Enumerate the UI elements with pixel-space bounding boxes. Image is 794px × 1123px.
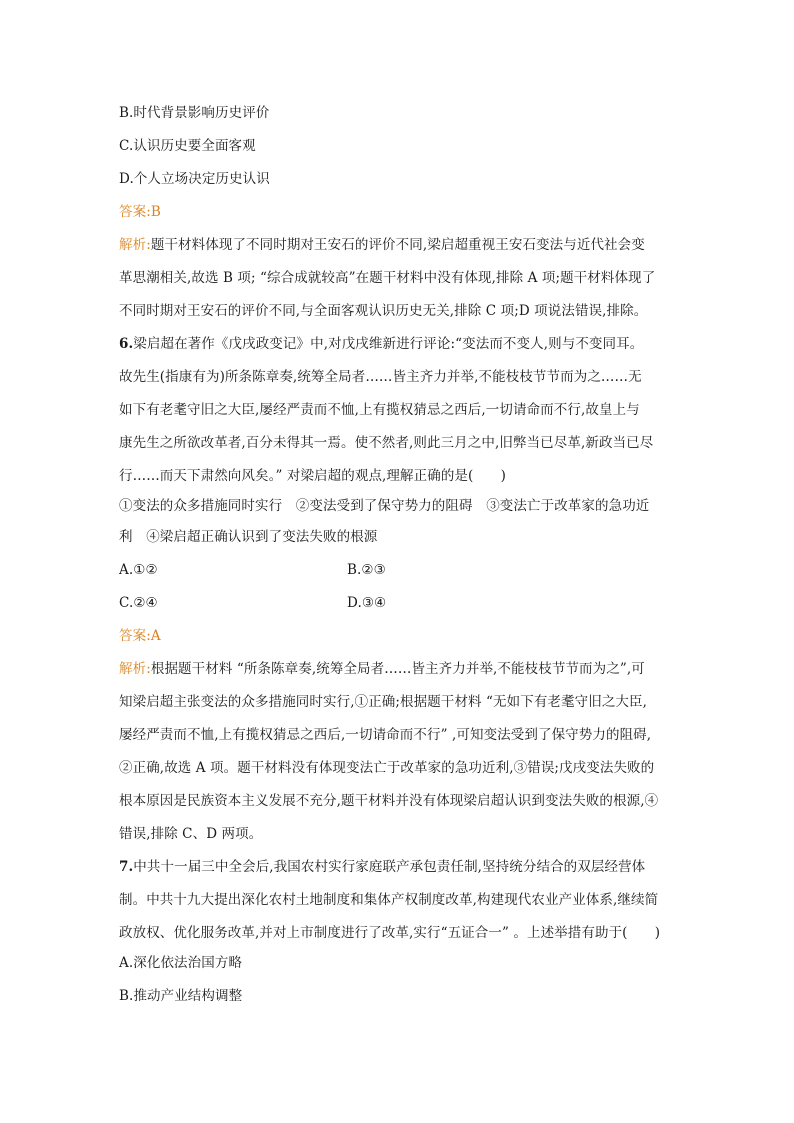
q7-number: 7. xyxy=(119,859,134,875)
q5-analysis-text-1: 题干材料体现了不同时期对王安石的评价不同,梁启超重视王安石变法与近代社会变 xyxy=(150,237,645,253)
q6-option-b: B.②③ xyxy=(347,562,386,578)
q6-answer xyxy=(119,626,161,646)
q7-stem-line-1 xyxy=(119,857,645,877)
q5-answer xyxy=(119,202,161,222)
q6-answer-value: A xyxy=(150,628,161,644)
q6-analysis-line-1 xyxy=(119,659,645,679)
q6-analysis-line-5: 根本原因是民族资本主义发展不充分,题干材料并没有体现梁启超认识到变法失败的根源,④ xyxy=(119,793,659,809)
q7-stem-text-1: 中共十一届三中全会后,我国农村实行家庭联产承包责任制,坚持统分结合的双层经营体 xyxy=(133,859,646,875)
q5-option-d: D.个人立场决定历史认识 xyxy=(119,171,270,187)
q7-option-b: B.推动产业结构调整 xyxy=(119,988,243,1004)
q6-analysis-label: 解析: xyxy=(119,661,151,677)
q5-analysis-label: 解析: xyxy=(119,237,151,253)
q6-stem-line-2: 故先生(指康有为)所条陈章奏,统筹全局者……皆主齐力并举,不能枝枝节节而为之……无 xyxy=(119,369,642,385)
q5-analysis-line-3: 不同时期对王安石的评价不同,与全面客观认识历史无关,排除 C 项;D 项说法错误,排除。 xyxy=(119,303,648,319)
q6-stem-text-1: 梁启超在著作《戊戌政变记》中,对戊戌维新进行评论:“变法而不变人,则与不变同耳。 xyxy=(133,336,644,352)
q7-stem-line-3: 政放权、优化服务改革,并对上市制度进行了改革,实行“五证合一” 。上述举措有助于( ) xyxy=(119,925,661,941)
q6-statements-line-1: ①变法的众多措施同时实行 ②变法受到了保守势力的阻碍 ③变法亡于改革家的急功近 xyxy=(119,498,650,514)
q6-analysis-line-3: 屡经严责而不恤,上有揽权猜忌之西后,一切请命而不行” ,可知变法受到了保守势力的阻碍, xyxy=(119,727,652,743)
q6-analysis-text-1: 根据题干材料 “所条陈章奏,统筹全局者……皆主齐力并举,不能枝枝节节而为之”,可 xyxy=(150,661,645,677)
q5-analysis-line-1 xyxy=(119,235,645,255)
q6-options-row-1 xyxy=(119,560,386,580)
q6-option-d: D.③④ xyxy=(347,595,387,611)
q6-number: 6. xyxy=(119,336,134,352)
q6-stem-line-4: 康先生之所欲改革者,百分未得其一焉。使不然者,则此三月之中,旧弊当已尽革,新政当已尽 xyxy=(119,435,654,451)
q6-stem-line-3: 如下有老耄守旧之大臣,屡经严责而不恤,上有揽权猜忌之西后,一切请命而不行,故皇上与 xyxy=(119,402,640,418)
q6-option-a: A.①② xyxy=(119,562,158,578)
q5-option-c: C.认识历史要全面客观 xyxy=(119,138,256,154)
q6-stem-line-1 xyxy=(119,334,643,354)
q6-analysis-line-4: ②正确,故选 A 项。题干材料没有体现变法亡于改革家的急功近利,③错误;戊戌变法失败的 xyxy=(119,760,655,776)
q6-analysis-line-6: 错误,排除 C、D 两项。 xyxy=(119,826,263,842)
q6-answer-label: 答案: xyxy=(119,628,151,644)
q6-stem-line-5: 行……而天下肃然向风矣。” 对梁启超的观点,理解正确的是( ) xyxy=(119,468,506,484)
q6-options-row-2 xyxy=(119,593,387,613)
q7-stem-line-2: 制。中共十九大提出深化农村土地制度和集体产权制度改革,构建现代农业产业体系,继续简 xyxy=(119,892,659,908)
q6-analysis-line-2: 知梁启超主张变法的众多措施同时实行,①正确;根据题干材料 “无如下有老耄守旧之大臣, xyxy=(119,694,648,710)
q6-statements-line-2: 利 ④梁启超正确认识到了变法失败的根源 xyxy=(119,529,378,545)
q5-answer-label: 答案: xyxy=(119,204,151,220)
q5-answer-value: B xyxy=(150,204,161,220)
q5-option-b: B.时代背景影响历史评价 xyxy=(119,105,270,121)
q5-analysis-line-2: 革思潮相关,故选 B 项; “综合成就较高”在题干材料中没有体现,排除 A 项;题干材料体现了 xyxy=(119,270,656,286)
q6-option-c: C.②④ xyxy=(119,595,158,611)
q7-option-a: A.深化依法治国方略 xyxy=(119,955,243,971)
